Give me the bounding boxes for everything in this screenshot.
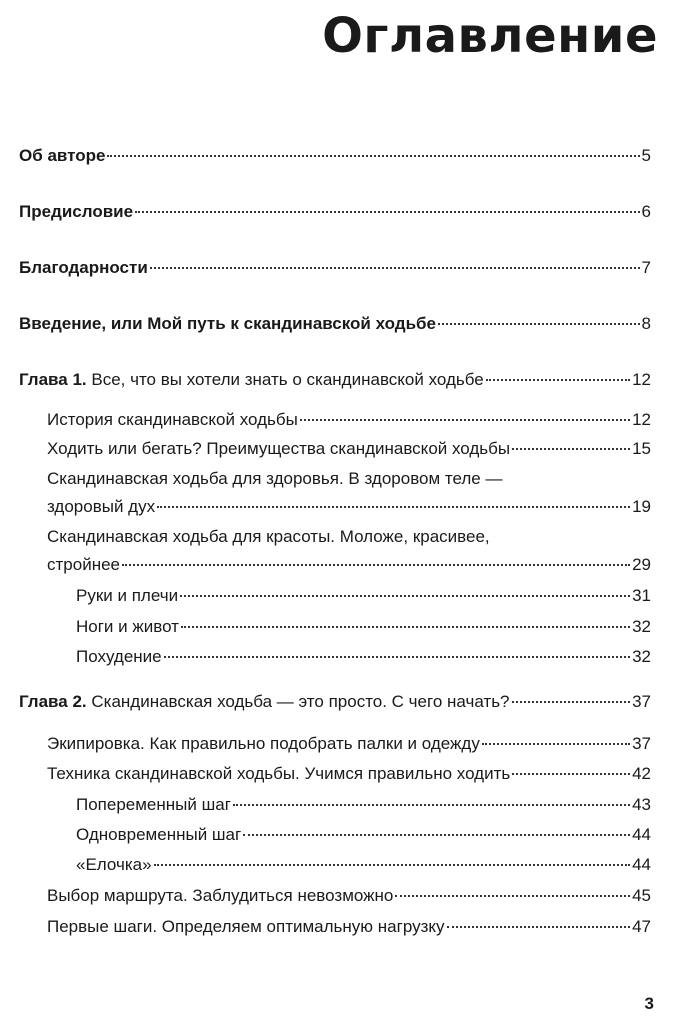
- toc-entry-thanks[interactable]: [19, 256, 651, 280]
- toc-entry-label: здоровый дух: [47, 497, 156, 516]
- toc-entry-label: Ноги и живот: [76, 617, 179, 636]
- toc-entry-technique[interactable]: [47, 762, 651, 786]
- dot-leader: [482, 743, 630, 745]
- toc-entry-chapter-1[interactable]: [19, 368, 651, 392]
- dot-leader: [512, 701, 631, 703]
- toc-entry-label: Экипировка. Как правильно подобрать палки и одежду: [47, 734, 480, 753]
- dot-leader: [447, 926, 631, 928]
- toc-page-number: 42: [632, 764, 651, 783]
- toc-entry-label: Предисловие: [19, 202, 134, 221]
- toc-page-number: 15: [632, 439, 651, 458]
- dot-leader: [512, 773, 630, 775]
- toc-entry-label: Техника скандинавской ходьбы. Учимся правильно ходить: [47, 764, 511, 783]
- page-number: 3: [644, 994, 654, 1013]
- toc-entry-label: Первые шаги. Определяем оптимальную нагрузку: [47, 917, 445, 936]
- toc-entry-route[interactable]: [47, 884, 651, 908]
- toc-entry-beauty-line1: Скандинавская ходьба для красоты. Моложе, красивее,: [47, 527, 490, 546]
- toc-entry-arms[interactable]: [76, 584, 651, 608]
- toc-entry-gear[interactable]: [47, 732, 651, 756]
- toc-entry-label: Руки и плечи: [76, 586, 179, 605]
- toc-page-number: 43: [632, 795, 651, 814]
- toc-page-number: 31: [632, 586, 651, 605]
- toc-entry-preface[interactable]: [19, 200, 651, 224]
- toc-page-number: 45: [632, 886, 651, 905]
- toc-entry-herringbone[interactable]: [76, 853, 651, 877]
- dot-leader: [122, 564, 630, 566]
- toc-page-number: 6: [641, 202, 651, 221]
- toc-entry-label: Благодарности: [19, 258, 148, 277]
- dot-leader: [135, 211, 639, 213]
- toc-entry-simultaneous-step[interactable]: [76, 823, 651, 847]
- toc-page-number: 12: [632, 410, 651, 429]
- dot-leader: [243, 834, 630, 836]
- dot-leader: [181, 626, 630, 628]
- dot-leader: [154, 864, 631, 866]
- toc-entry-health-line1: Скандинавская ходьба для здоровья. В здоровом теле —: [47, 469, 503, 488]
- toc-entry-alternate-step[interactable]: [76, 793, 651, 817]
- toc-page-number: 29: [632, 555, 651, 574]
- toc-entry-label: Об авторе: [19, 146, 106, 165]
- toc-page-number: 37: [632, 734, 651, 753]
- toc-entry-history[interactable]: [47, 408, 651, 432]
- toc-entry-label: Ходить или бегать? Преимущества скандинавской ходьбы: [47, 439, 511, 458]
- dot-leader: [486, 379, 630, 381]
- dot-leader: [150, 267, 640, 269]
- chapter-title: Скандинавская ходьба — это просто. С чего начать?: [86, 692, 510, 711]
- chapter-prefix: Глава 2.: [19, 692, 87, 711]
- toc-entry-label: Попеременный шаг: [76, 795, 231, 814]
- dot-leader: [107, 155, 639, 157]
- toc-entry-first-steps[interactable]: [47, 915, 651, 939]
- toc-entry-label: История скандинавской ходьбы: [47, 410, 298, 429]
- toc-page-number: 47: [632, 917, 651, 936]
- dot-leader: [157, 506, 630, 508]
- toc-page-number: 8: [641, 314, 651, 333]
- toc-page-number: 5: [641, 146, 651, 165]
- toc-entry-intro[interactable]: [19, 312, 651, 336]
- toc-entry-about-author[interactable]: [19, 144, 651, 168]
- toc-page-number: 32: [632, 617, 651, 636]
- toc-page-number: 12: [632, 370, 651, 389]
- toc-page-number: 19: [632, 497, 651, 516]
- toc-entry-chapter-2[interactable]: [19, 690, 651, 714]
- toc-page-number: 7: [641, 258, 651, 277]
- toc-entry-label: Похудение: [76, 647, 162, 666]
- page-title: Оглавление: [322, 8, 658, 64]
- dot-leader: [164, 656, 630, 658]
- toc-page-number: 44: [632, 855, 651, 874]
- dot-leader: [512, 448, 630, 450]
- toc-entry-label: [19, 690, 510, 714]
- dot-leader: [233, 804, 630, 806]
- toc-entry-legs[interactable]: [76, 615, 651, 639]
- toc-entry-label: Выбор маршрута. Заблудиться невозможно: [47, 886, 394, 905]
- toc-entry-walk-or-run[interactable]: [47, 437, 651, 461]
- toc-entry-label: Введение, или Мой путь к скандинавской ходьбе: [19, 314, 436, 333]
- toc-entry-health[interactable]: [47, 495, 651, 519]
- toc-page-number: 37: [632, 692, 651, 711]
- dot-leader: [395, 895, 630, 897]
- dot-leader: [438, 323, 640, 325]
- toc-entry-weight-loss[interactable]: [76, 645, 651, 669]
- toc-entry-label: [19, 368, 484, 392]
- toc-entry-label: «Елочка»: [76, 855, 152, 874]
- dot-leader: [300, 419, 630, 421]
- chapter-prefix: Глава 1.: [19, 370, 87, 389]
- toc-entry-label: стройнее: [47, 555, 120, 574]
- toc-entry-beauty[interactable]: [47, 553, 651, 577]
- chapter-title: Все, что вы хотели знать о скандинавской ходьбе: [86, 370, 484, 389]
- dot-leader: [180, 595, 630, 597]
- toc-entry-label: Одновременный шаг: [76, 825, 242, 844]
- toc-page-number: 32: [632, 647, 651, 666]
- toc-page-number: 44: [632, 825, 651, 844]
